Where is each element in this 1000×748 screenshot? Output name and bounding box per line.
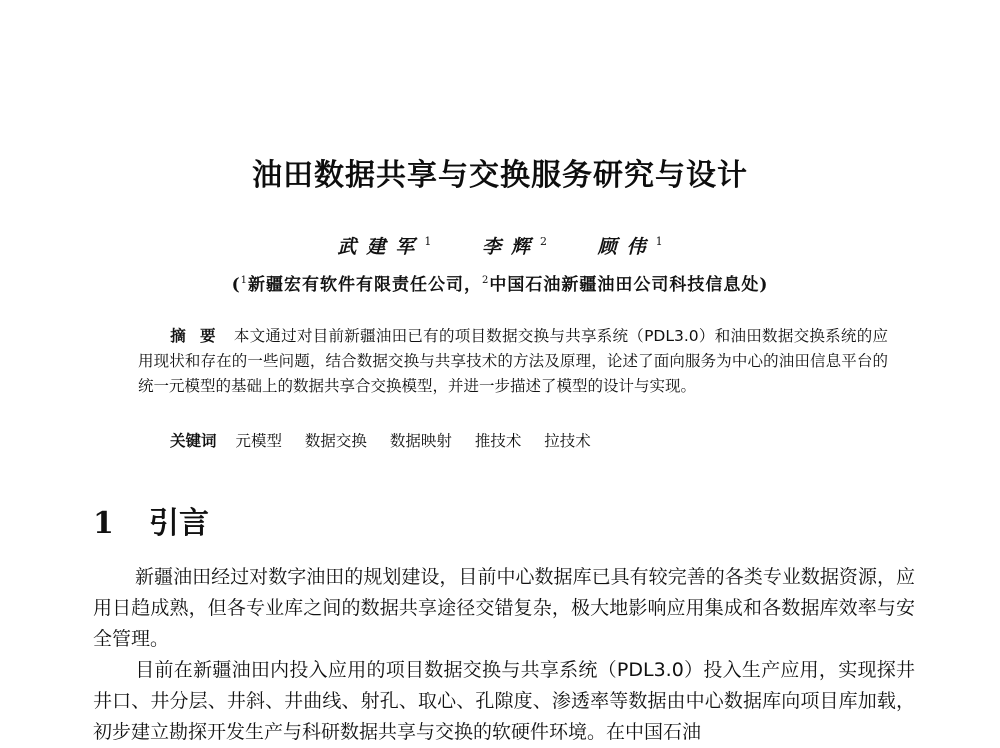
keywords-line — [170, 429, 890, 451]
section-heading — [93, 498, 209, 542]
author-affiliation-mark: 1 — [655, 235, 663, 248]
affiliation-mark-1: 1 — [240, 275, 248, 286]
keywords-label: 关键词 — [170, 432, 217, 450]
paper-title: 油田数据共享与交换服务研究与设计 — [252, 158, 748, 193]
abstract-text: 本文通过对目前新疆油田已有的项目数据交换与共享系统（PDL3.0）和油田数据交换系统的应用现状和存在的一些问题，结合数据交换与共享技术的方法及原理，论述了面向服务为中心的油田信息平台的统一元模型的基础上的数据共享合交换模型，并进一步描述了模型的设计与实现。 — [138, 327, 888, 395]
affiliation-mark-2: 2 — [482, 275, 490, 286]
section-number: 1 — [93, 506, 114, 541]
author-name: 武建军 — [337, 236, 425, 258]
author-2 — [482, 232, 547, 259]
keyword: 数据交换 — [304, 432, 367, 450]
author-name: 顾伟 — [597, 236, 656, 258]
abstract-label: 摘要 — [170, 327, 230, 345]
paragraph-text: 目前在新疆油田内投入应用的项目数据交换与共享系统（PDL3.0）投入生产应用，实现探井井口、井分层、井斜、井曲线、射孔、取心、孔隙度、渗透率等数据由中心数据库向项目库加载，初步建立勘探开发生产与科研数据共享与交换的软硬件环境。在中国石油 — [93, 659, 915, 743]
body-paragraph-2 — [93, 655, 915, 748]
affiliation-line — [0, 270, 1000, 295]
author-affiliation-mark: 1 — [424, 235, 432, 248]
abstract-block — [138, 324, 888, 399]
author-name: 李辉 — [481, 236, 540, 258]
keyword: 数据映射 — [389, 432, 452, 450]
author-3 — [598, 232, 663, 259]
author-1 — [337, 232, 431, 259]
affiliation-2: 中国石油新疆油田公司科技信息处 — [489, 275, 760, 295]
affiliation-open-paren: ( — [231, 275, 241, 295]
keyword: 拉技术 — [544, 432, 591, 450]
affiliation-close-paren: ) — [759, 275, 769, 295]
section-title: 引言 — [149, 506, 209, 541]
author-list — [0, 232, 1000, 259]
body-paragraph-1 — [93, 562, 915, 655]
keyword: 推技术 — [474, 432, 522, 450]
affiliation-1: 新疆宏有软件有限责任公司， — [248, 275, 482, 295]
paragraph-text: 新疆油田经过对数字油田的规划建设，目前中心数据库已具有较完善的各类专业数据资源，应用日趋成熟，但各专业库之间的数据共享途径交错复杂，极大地影响应用集成和各数据库效率与安全管理。 — [93, 566, 915, 650]
author-affiliation-mark: 2 — [540, 235, 547, 248]
keyword: 元模型 — [235, 432, 282, 450]
